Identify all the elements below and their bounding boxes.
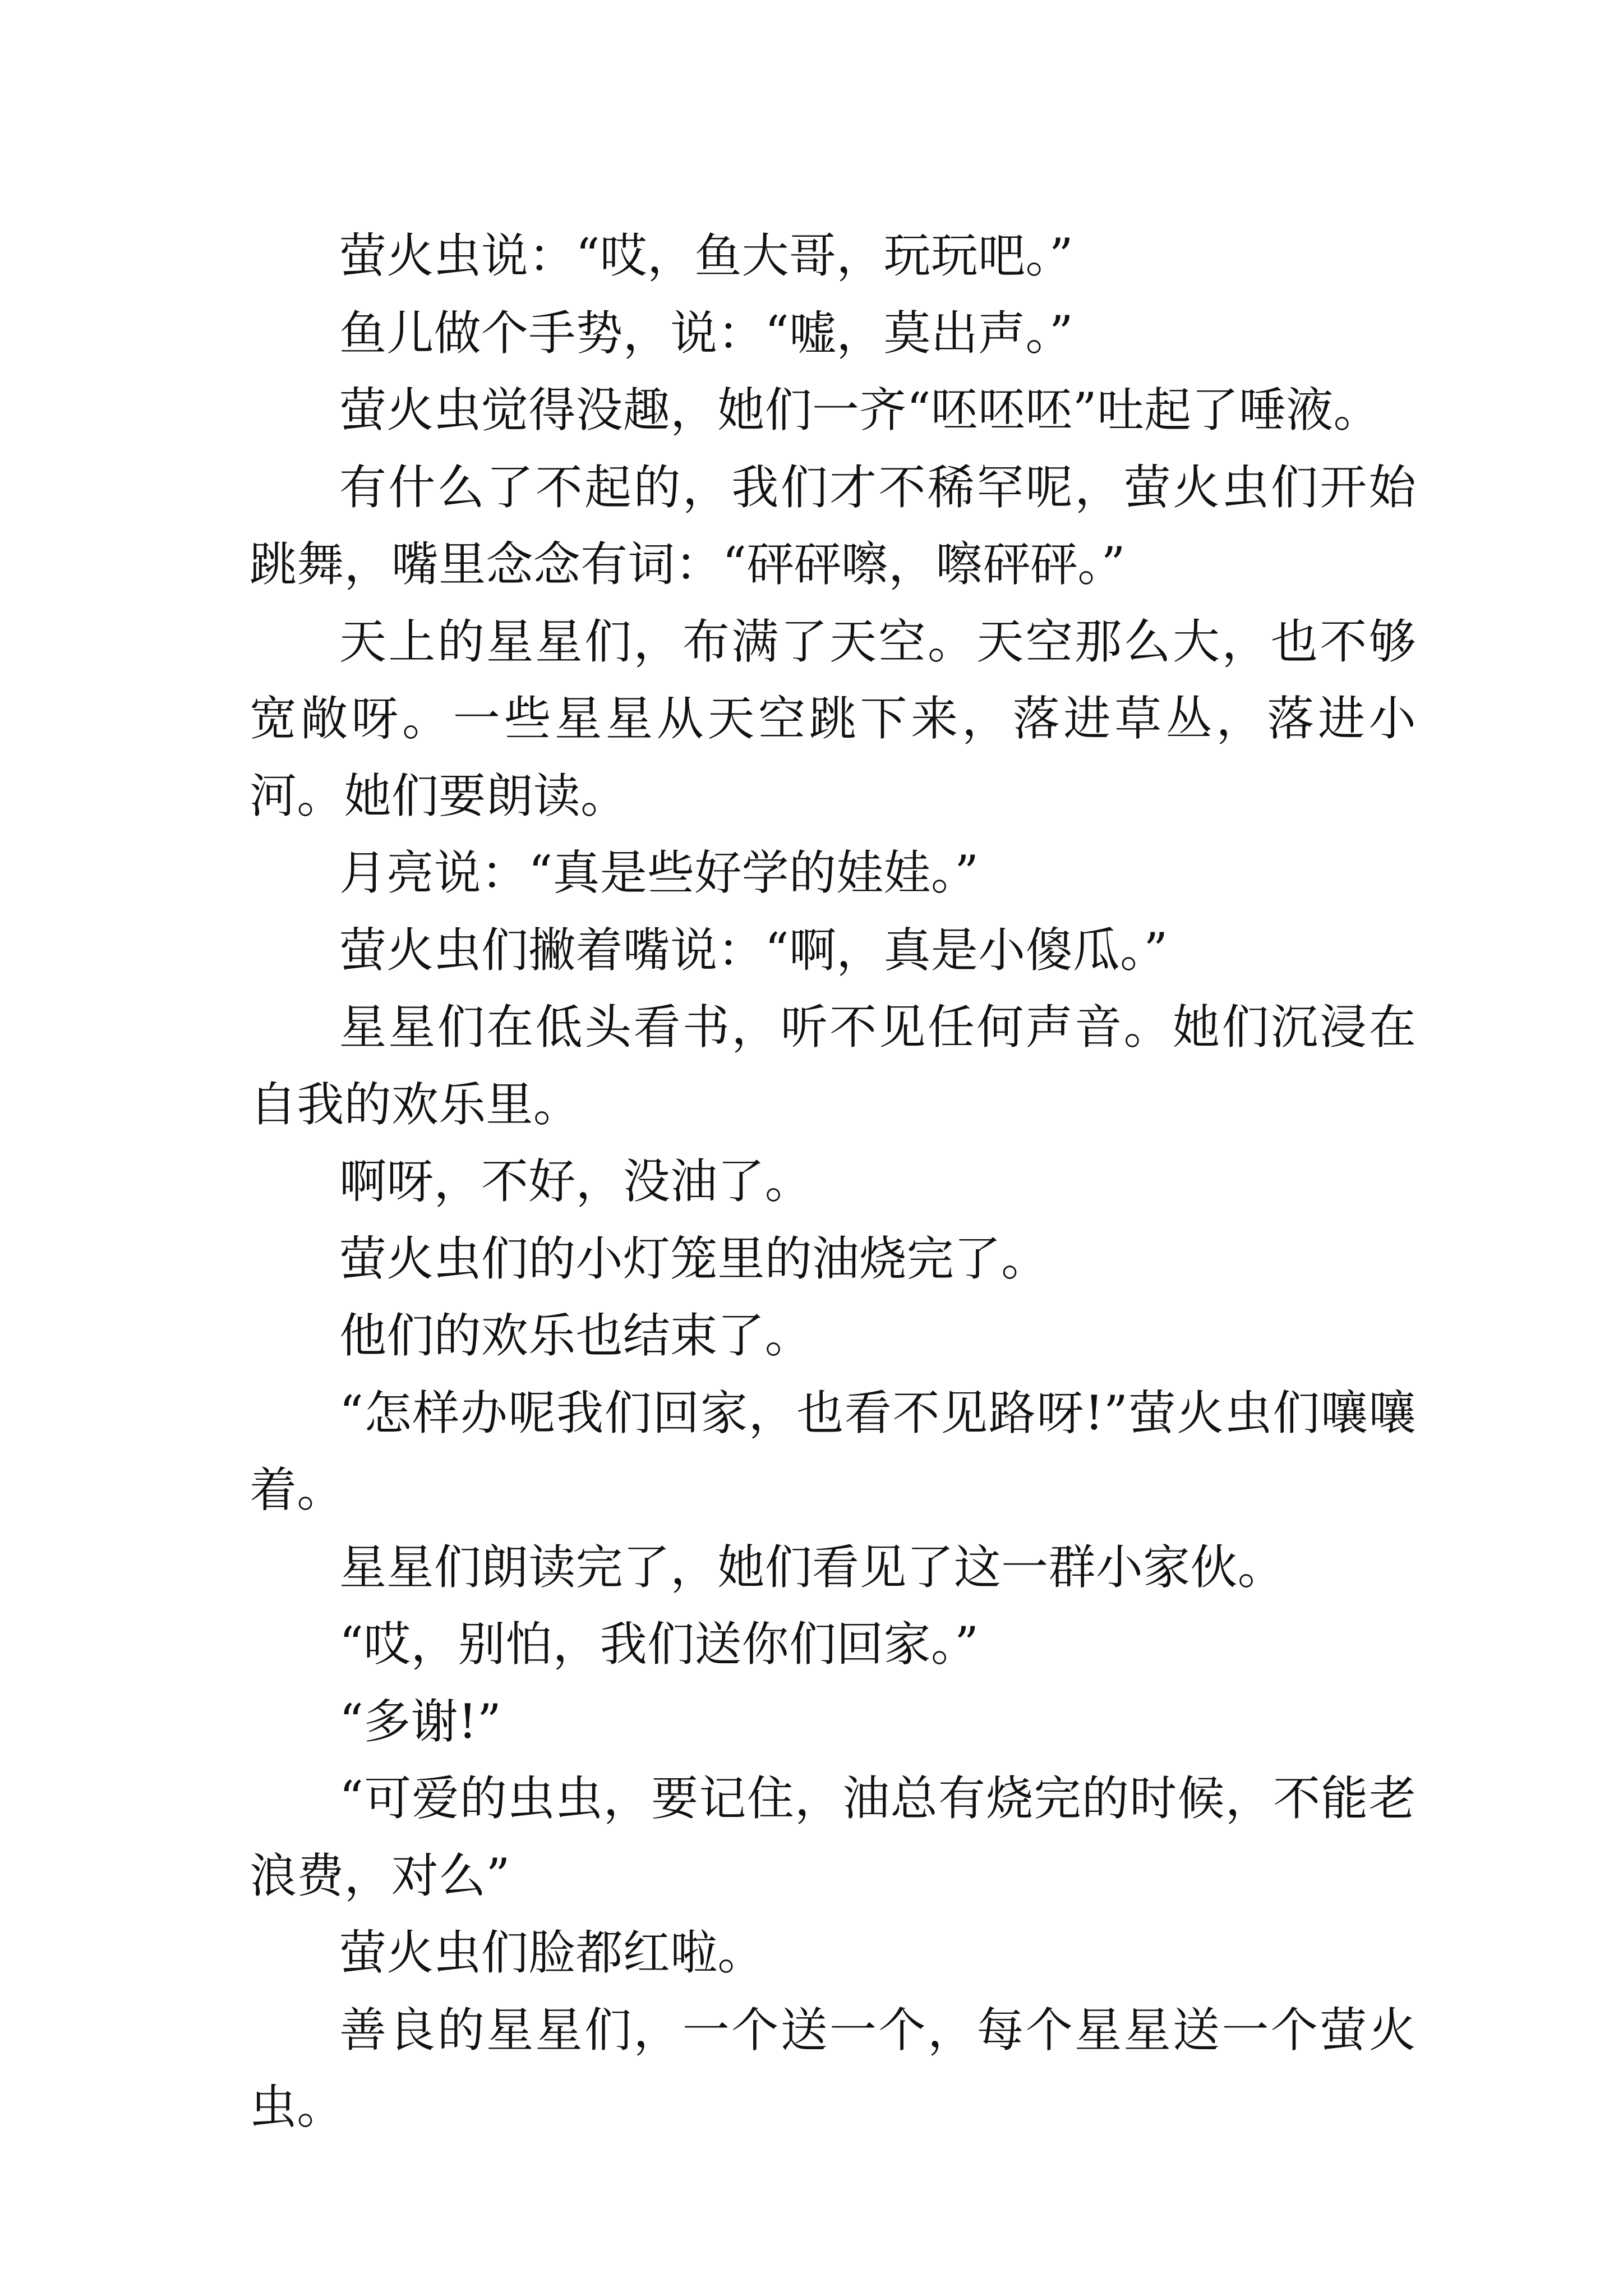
paragraph-15: “多谢!”: [339, 1694, 502, 1749]
paragraph-10: 萤火虫们的小灯笼里的油烧完了。: [339, 1231, 1049, 1286]
paragraph-1: 萤火虫说：“哎，鱼大哥，玩玩吧。”: [339, 228, 1073, 283]
paragraph-18: 善良的星星们，一个送一个，每个星星送一个萤火虫。: [250, 2002, 1416, 2134]
paragraph-6: 月亮说：“真是些好学的娃娃。”: [339, 845, 979, 900]
paragraph-9: 啊呀，不好，没油了。: [339, 1154, 813, 1209]
document-body: [250, 218, 1416, 2146]
paragraph-11: 他们的欢乐也结束了。: [339, 1308, 813, 1363]
paragraph-3: 萤火虫觉得没趣，她们一齐“呸呸呸”吐起了唾液。: [339, 383, 1381, 438]
paragraph-7: 萤火虫们撇着嘴说：“啊，真是小傻瓜。”: [339, 922, 1168, 978]
paragraph-4: 有什么了不起的，我们才不稀罕呢，萤火虫们开始跳舞，嘴里念念有词：“砰砰嚓，嚓砰砰。”: [250, 459, 1416, 592]
paragraph-12: “怎样办呢我们回家，也看不见路呀!”萤火虫们嚷嚷着。: [250, 1385, 1416, 1517]
paragraph-8: 星星们在低头看书，听不见任何声音。她们沉浸在自我的欢乐里。: [250, 1000, 1416, 1132]
paragraph-17: 萤火虫们脸都红啦。: [339, 1925, 765, 1980]
paragraph-14: “哎，别怕，我们送你们回家。”: [339, 1617, 979, 1672]
paragraph-5: 天上的星星们，布满了天空。天空那么大，也不够宽敞呀。一些星星从天空跳下来，落进草丛，落进小河。她们要朗读。: [250, 614, 1416, 823]
paragraph-2: 鱼儿做个手势，说：“嘘，莫出声。”: [339, 305, 1073, 361]
paragraph-13: 星星们朗读完了，她们看见了这一群小家伙。: [339, 1539, 1285, 1595]
paragraph-16: “可爱的虫虫，要记住，油总有烧完的时候，不能老浪费，对么”: [250, 1771, 1416, 1903]
